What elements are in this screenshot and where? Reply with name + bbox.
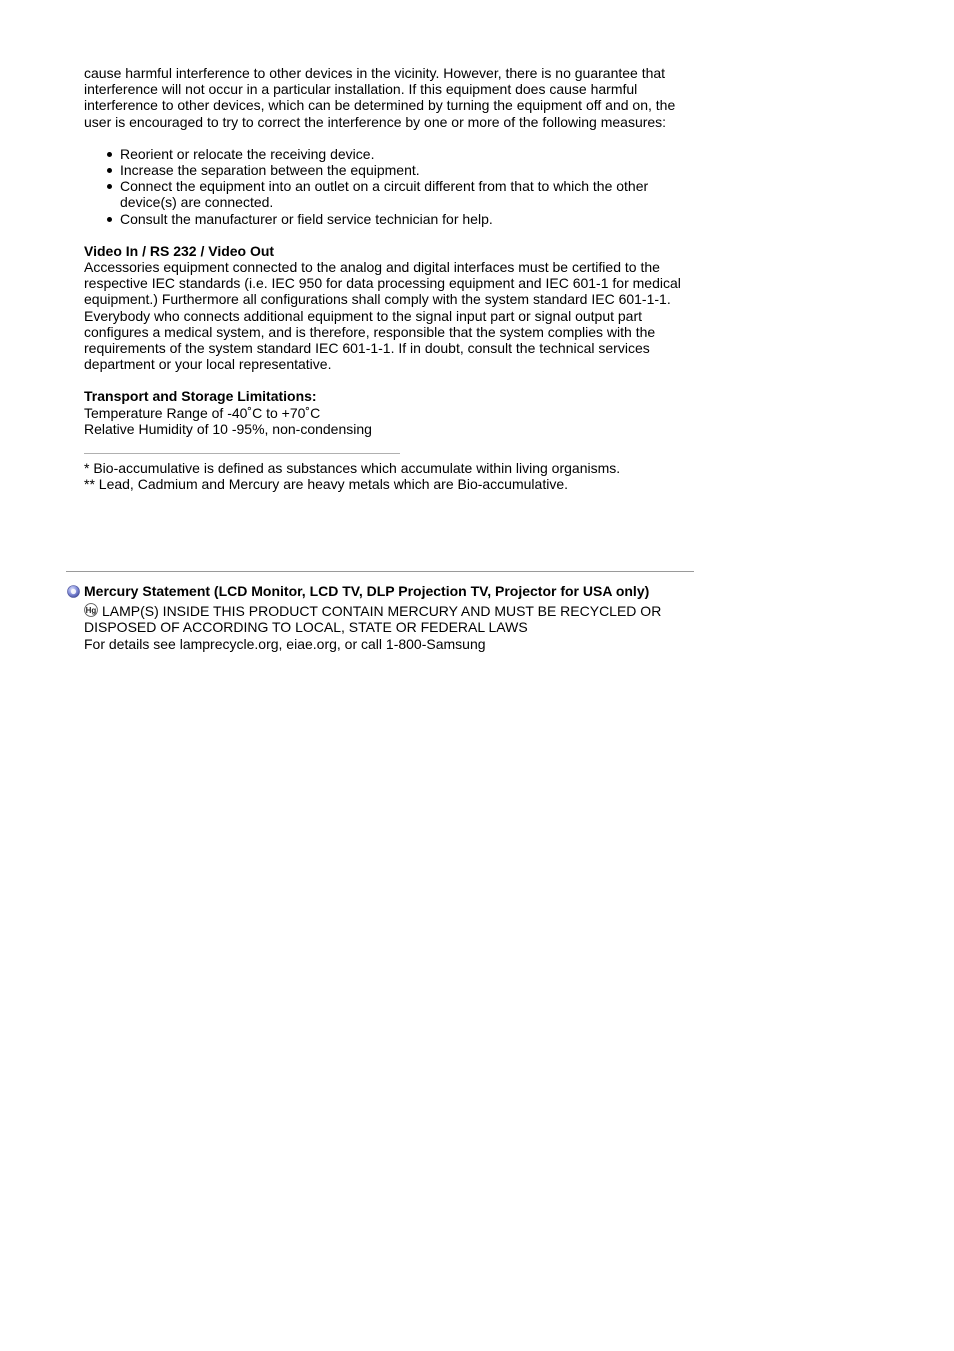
humidity-range: Relative Humidity of 10 -95%, non-condensing [84, 420, 372, 437]
measures-list [84, 146, 696, 227]
video-body: Accessories equipment connected to the analog and digital interfaces must be certified to the respective IEC standards (i.e. IEC 950 for data processing equipment and IEC 601-1 for medical equipment.) Furthermore all configurations shall comply with the system standard IEC 601-1-1. Everybody who connects additional equipment to the signal input part or signal output part configures a medical system, and is therefore, responsible that the system complies with the requirements of the system standard IEC 601-1-1. If in doubt, consult the technical services department or your local representative. [84, 259, 681, 373]
section-divider [66, 571, 694, 572]
video-heading: Video In / RS 232 / Video Out [84, 242, 275, 259]
mercury-body [67, 603, 697, 652]
footnote: * Bio-accumulative is defined as substances which accumulate within living organisms. [84, 460, 621, 477]
temperature-range: Temperature Range of -40˚C to +70˚C [84, 404, 321, 421]
list-item: Consult the manufacturer or field service technician for help. [120, 211, 696, 227]
mercury-hg-icon [84, 603, 98, 617]
mercury-warning: LAMP(S) INSIDE THIS PRODUCT CONTAIN MERCURY AND MUST BE RECYCLED OR DISPOSED OF ACCORDING TO LOCAL, STATE OR FEDERAL LAWS [84, 603, 662, 636]
transport-heading: Transport and Storage Limitations: [84, 388, 317, 405]
transport-section [84, 388, 696, 437]
round-bullet-icon [67, 585, 80, 598]
list-item: Reorient or relocate the receiving device. [120, 146, 696, 162]
footnote-divider [84, 453, 400, 454]
list-item: Connect the equipment into an outlet on a circuit different from that to which the other device(s) are connected. [120, 178, 696, 210]
mercury-statement [67, 583, 697, 652]
mercury-details: For details see lamprecycle.org, eiae.org, or call 1-800-Samsung [84, 635, 486, 652]
video-section [84, 243, 696, 373]
mercury-title: Mercury Statement (LCD Monitor, LCD TV, DLP Projection TV, Projector for USA only) [84, 583, 650, 599]
footnotes [84, 460, 696, 492]
mercury-heading-row [67, 583, 697, 599]
intro-paragraph: cause harmful interference to other devices in the vicinity. However, there is no guarantee that interference will not occur in a particular installation. If this equipment does cause harmful interference to other devices, which can be determined by turning the equipment off and on, the user is encouraged to try to correct the interference by one or more of the following measures: [84, 65, 676, 130]
svg-text:Hg: Hg [85, 606, 97, 616]
list-item: Increase the separation between the equipment. [120, 162, 696, 178]
document-body [84, 65, 696, 492]
footnote: ** Lead, Cadmium and Mercury are heavy metals which are Bio-accumulative. [84, 476, 568, 493]
